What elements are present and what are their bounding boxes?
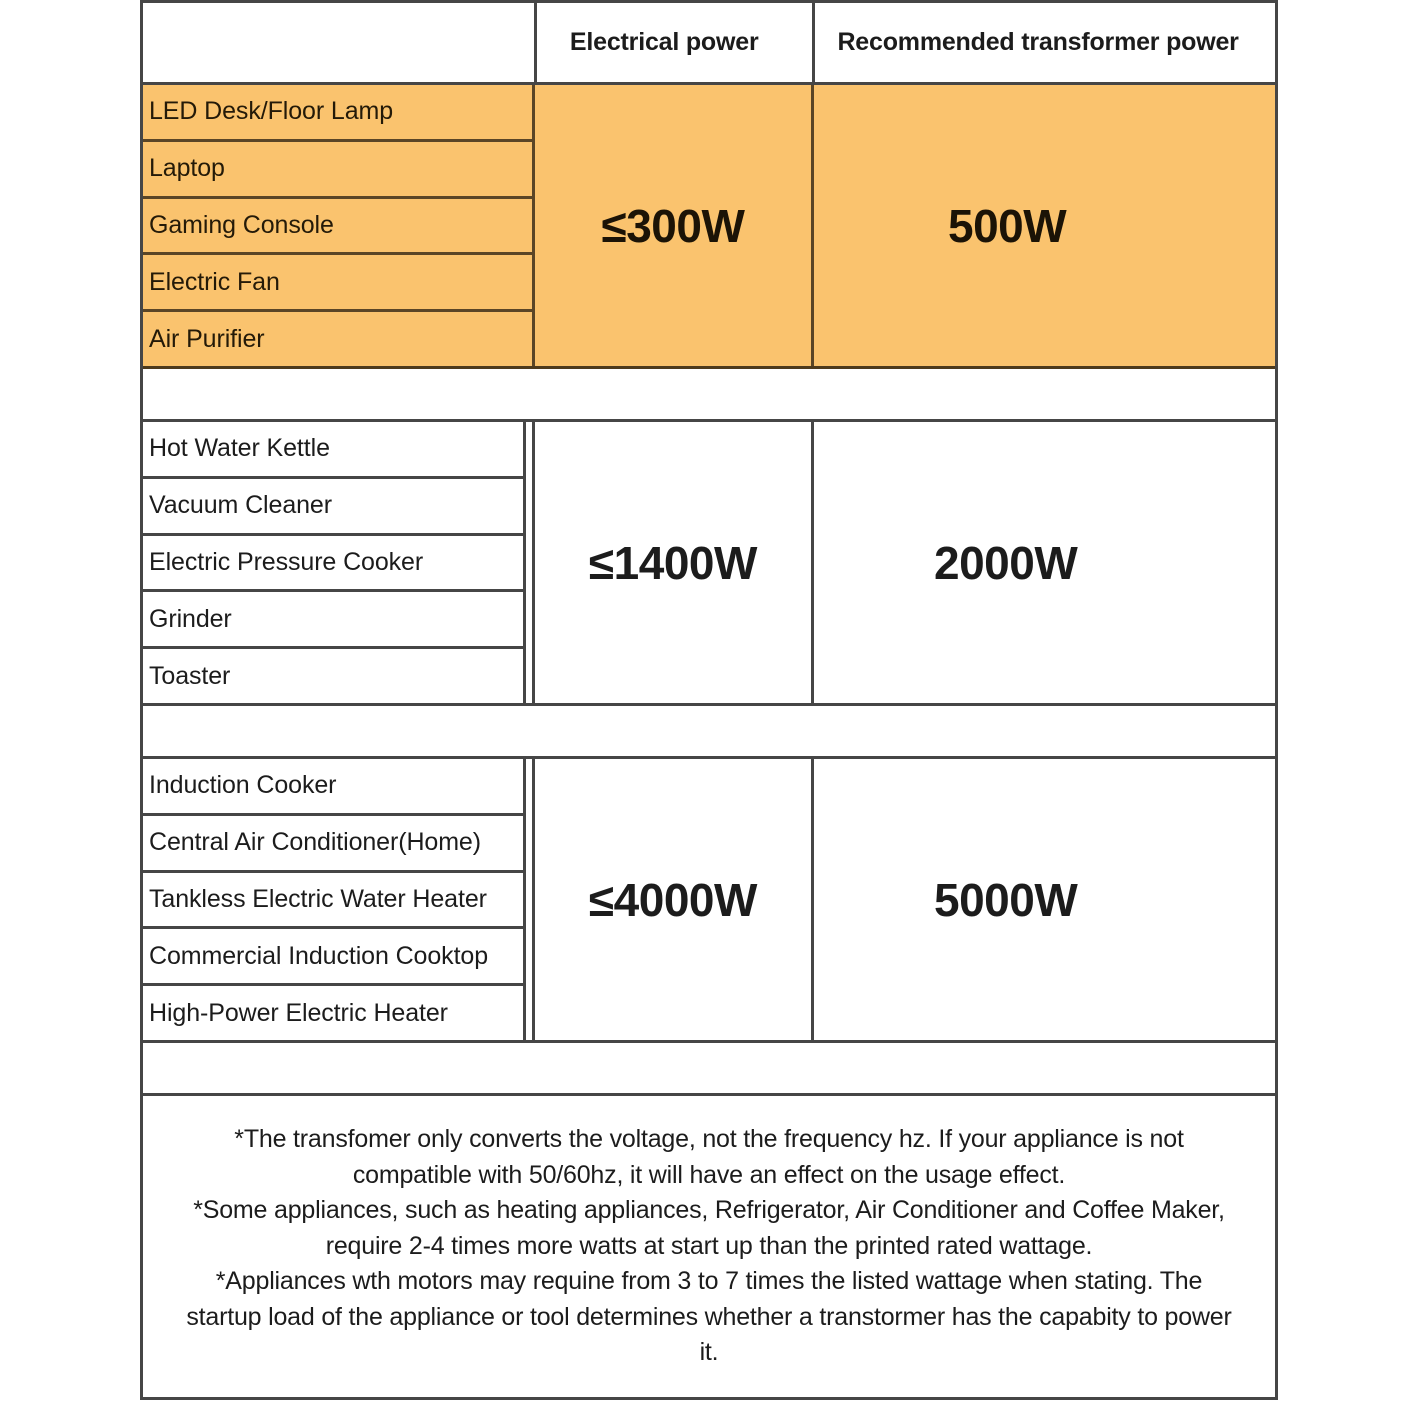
- appliance-row: Central Air Conditioner(Home): [143, 816, 526, 873]
- power-group-300w: [143, 85, 1275, 369]
- header-label-electrical-power: Electrical power: [569, 28, 759, 56]
- appliance-row: Toaster: [143, 649, 526, 703]
- transformer-power-value-5000w: 5000W: [811, 759, 1275, 1040]
- appliance-row: LED Desk/Floor Lamp: [143, 85, 532, 142]
- footnote-line: *The transfomer only converts the voltage, not the frequency hz. If your appliance is not compatible with 50/60hz, it will have an effect on the usage effect.: [234, 1125, 1184, 1189]
- appliance-row: High-Power Electric Heater: [143, 986, 526, 1040]
- appliance-row: Tankless Electric Water Heater: [143, 873, 526, 930]
- appliance-row: Grinder: [143, 592, 526, 649]
- group-spacer-row: [143, 1043, 1275, 1096]
- electrical-power-value-4000w: ≤4000W: [532, 759, 811, 1040]
- appliance-row: Air Purifier: [149, 324, 265, 353]
- appliance-list-1400w: [143, 422, 532, 703]
- appliance-row: Commercial Induction Cooktop: [143, 929, 526, 986]
- appliance-row: Hot Water Kettle: [143, 422, 526, 479]
- group-spacer-row: [143, 706, 1275, 759]
- header-cell-recommended-transformer-power: [812, 3, 1275, 82]
- transformer-power-value-500w: 500W: [811, 85, 1275, 366]
- appliance-row: Gaming Console: [143, 199, 532, 256]
- transformer-power-value-2000w: 2000W: [811, 422, 1275, 703]
- appliance-row: Electric Pressure Cooker: [143, 536, 526, 593]
- appliance-list-300w: [143, 85, 532, 366]
- power-group-4000w: [143, 759, 1275, 1043]
- header-cell-electrical-power: [534, 3, 813, 82]
- appliance-row: Vacuum Cleaner: [143, 479, 526, 536]
- footnote-line: *Some appliances, such as heating appliances, Refrigerator, Air Conditioner and Coffee Maker, require 2-4 times more watts at start up than the printed rated wattage.: [193, 1196, 1225, 1260]
- electrical-power-value-300w: ≤300W: [532, 85, 811, 366]
- electrical-power-value-1400w: ≤1400W: [532, 422, 811, 703]
- appliance-row: Laptop: [143, 142, 532, 199]
- appliance-power-table: [140, 0, 1278, 1400]
- header-label-recommended-transformer-power: Recommended transformer power: [837, 28, 1239, 56]
- appliance-row: Induction Cooker: [143, 759, 526, 816]
- appliance-row: Electric Fan: [143, 255, 532, 312]
- table-header-row: [143, 0, 1275, 85]
- group-spacer-row: [143, 369, 1275, 422]
- header-cell-blank: [143, 3, 534, 82]
- footnote-line: *Appliances wth motors may requine from 3 to 7 times the listed wattage when stating. The startup load of the appliance or tool determines whether a transtormer has the capabity to power it.: [186, 1267, 1232, 1366]
- appliance-list-4000w: [143, 759, 532, 1040]
- power-group-1400w: [143, 422, 1275, 706]
- footnotes-block: [143, 1096, 1275, 1371]
